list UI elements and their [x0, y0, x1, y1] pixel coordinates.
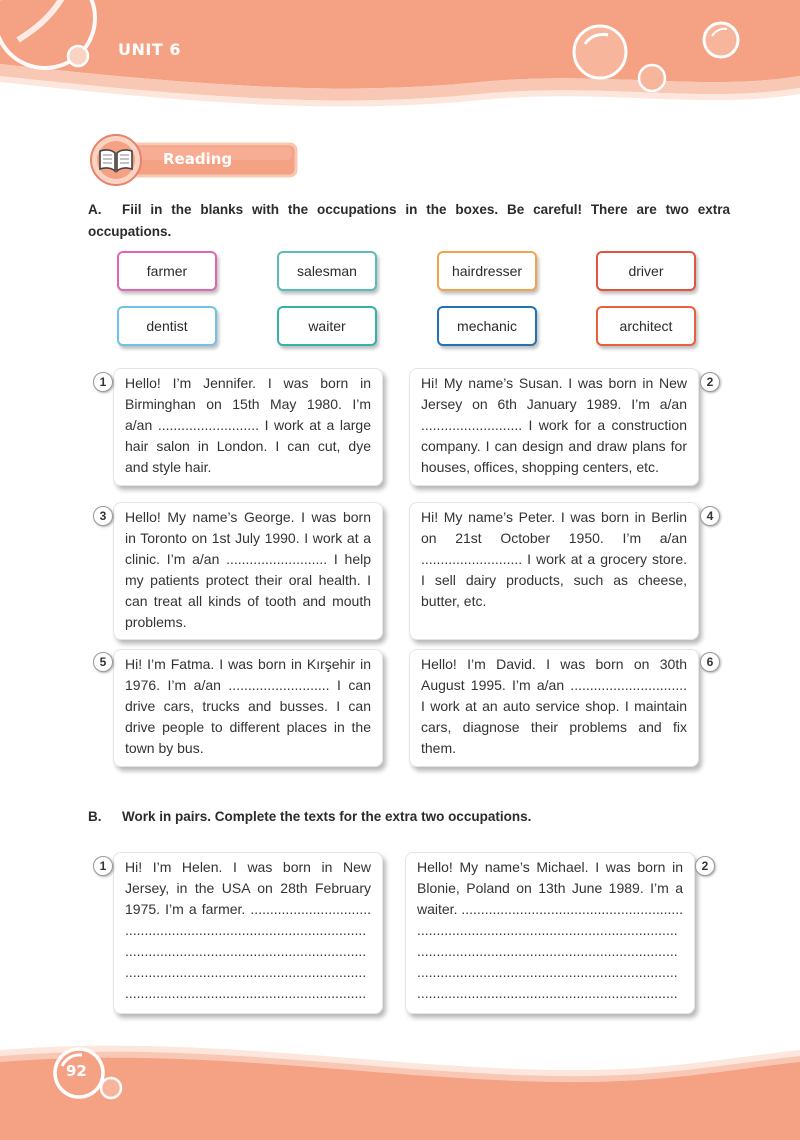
text-line: Hi! My name’s Susan. I was born in New	[421, 375, 687, 391]
text-line: waiter. .........................................................	[417, 901, 684, 917]
text-line: .......................... I work at a grocery store.	[421, 551, 687, 567]
text-card-2	[409, 368, 699, 486]
number-badge: 6	[700, 652, 720, 672]
text-line: can treat all kinds of tooth and mouth	[125, 593, 371, 609]
word-box-farmer: farmer	[117, 251, 217, 291]
word-box-driver: driver	[596, 251, 696, 291]
text-line: and style hair.	[125, 459, 212, 475]
text-line: August 1995. I’m a/an ..............................	[421, 677, 687, 693]
text-line: a/an .......................... I work at a large	[125, 417, 371, 433]
text-line: in Toronto on 1st July 1990. I work at a	[125, 530, 371, 546]
instruction-b	[88, 806, 730, 828]
text-line: town by bus.	[125, 740, 204, 756]
text-line: Hi! My name’s Peter. I was born in Berlin	[421, 509, 687, 525]
instruction-a-letter: A.	[88, 202, 102, 217]
answer-line[interactable]: ..............................................................	[125, 943, 367, 959]
header-banner	[0, 0, 800, 130]
footer-banner	[0, 1010, 800, 1140]
word-box-architect: architect	[596, 306, 696, 346]
answer-line[interactable]: ..............................................................	[125, 964, 367, 980]
text-line: .......................... I work for a construction	[421, 417, 687, 433]
text-card-b2	[405, 852, 695, 1014]
answer-line[interactable]: ...................................................................	[417, 985, 678, 1001]
page-number: 92	[66, 1062, 87, 1080]
answer-line[interactable]: ...................................................................	[417, 964, 678, 980]
instruction-b-text: Work in pairs. Complete the texts for the extra two occupations.	[122, 809, 532, 824]
text-line: 1975. I’m a farmer. ...............................	[125, 901, 371, 917]
text-line: cars, diagnose their problems and fix	[421, 719, 687, 735]
instruction-a	[88, 199, 730, 243]
text-line: my patients protect their oral health. I	[125, 572, 371, 588]
text-line: Hello! My name’s Michael. I was born in	[417, 859, 683, 875]
answer-line[interactable]: ...................................................................	[417, 922, 678, 938]
text-line: Hi! I’m Fatma. I was born in Kırşehir in	[125, 656, 371, 672]
text-line: Hello! My name’s George. I was born	[125, 509, 371, 525]
text-card-3	[113, 502, 383, 640]
instruction-a-line2: occupations.	[88, 224, 172, 239]
number-badge: 2	[695, 856, 715, 876]
word-box-salesman: salesman	[277, 251, 377, 291]
text-line: Hi! I’m Helen. I was born in New	[125, 859, 371, 875]
text-card-5	[113, 649, 383, 767]
text-line: Blonie, Poland on 13th June 1989. I’m a	[417, 880, 683, 896]
word-box-waiter: waiter	[277, 306, 377, 346]
text-card-6	[409, 649, 699, 767]
text-line: drive cars, trucks and busses. I can	[125, 698, 371, 714]
text-card-b1	[113, 852, 383, 1014]
number-badge: 4	[700, 506, 720, 526]
word-box-hairdresser: hairdresser	[437, 251, 537, 291]
word-box-dentist: dentist	[117, 306, 217, 346]
answer-line[interactable]: ..............................................................	[125, 985, 367, 1001]
text-line: clinic. I’m a/an .......................... I help	[125, 551, 371, 567]
text-line: them.	[421, 740, 457, 756]
instruction-b-letter: B.	[88, 809, 102, 824]
text-line: Hello! I’m Jennifer. I was born in	[125, 375, 371, 391]
text-line: Hello! I’m David. I was born on 30th	[421, 656, 687, 672]
answer-line[interactable]: ...................................................................	[417, 943, 678, 959]
section-title: Reading	[163, 150, 233, 168]
text-line: I sell dairy products, such as cheese,	[421, 572, 687, 588]
text-line: Jersey, in the USA on 28th February	[125, 880, 371, 896]
text-line: I work at an auto service shop. I maintain	[421, 698, 687, 714]
text-card-1	[113, 368, 383, 486]
text-line: Birminghan on 15th May 1980. I’m	[125, 396, 371, 412]
number-badge: 3	[93, 506, 113, 526]
number-badge: 1	[93, 372, 113, 392]
text-line: houses, offices, shopping centers, etc.	[421, 459, 659, 475]
text-line: company. I can design and draw plans for	[421, 438, 687, 454]
number-badge: 5	[93, 652, 113, 672]
number-badge: 1	[93, 856, 113, 876]
text-card-4	[409, 502, 699, 640]
instruction-a-line1: Fiil in the blanks with the occupations in the boxes. Be careful! There are two extra	[122, 202, 730, 217]
text-line: butter, etc.	[421, 593, 487, 609]
text-line: 1976. I’m a/an .......................... I can	[125, 677, 371, 693]
text-line: drive people to different places in the	[125, 719, 371, 735]
text-line: problems.	[125, 614, 187, 630]
unit-title: UNIT 6	[118, 40, 181, 59]
text-line: hair salon in London. I can cut, dye	[125, 438, 371, 454]
answer-line[interactable]: ..............................................................	[125, 922, 367, 938]
text-line: Jersey on 6th January 1989. I’m a/an	[421, 396, 687, 412]
word-box-mechanic: mechanic	[437, 306, 537, 346]
text-line: on 21st October 1950. I’m a/an	[421, 530, 687, 546]
number-badge: 2	[700, 372, 720, 392]
